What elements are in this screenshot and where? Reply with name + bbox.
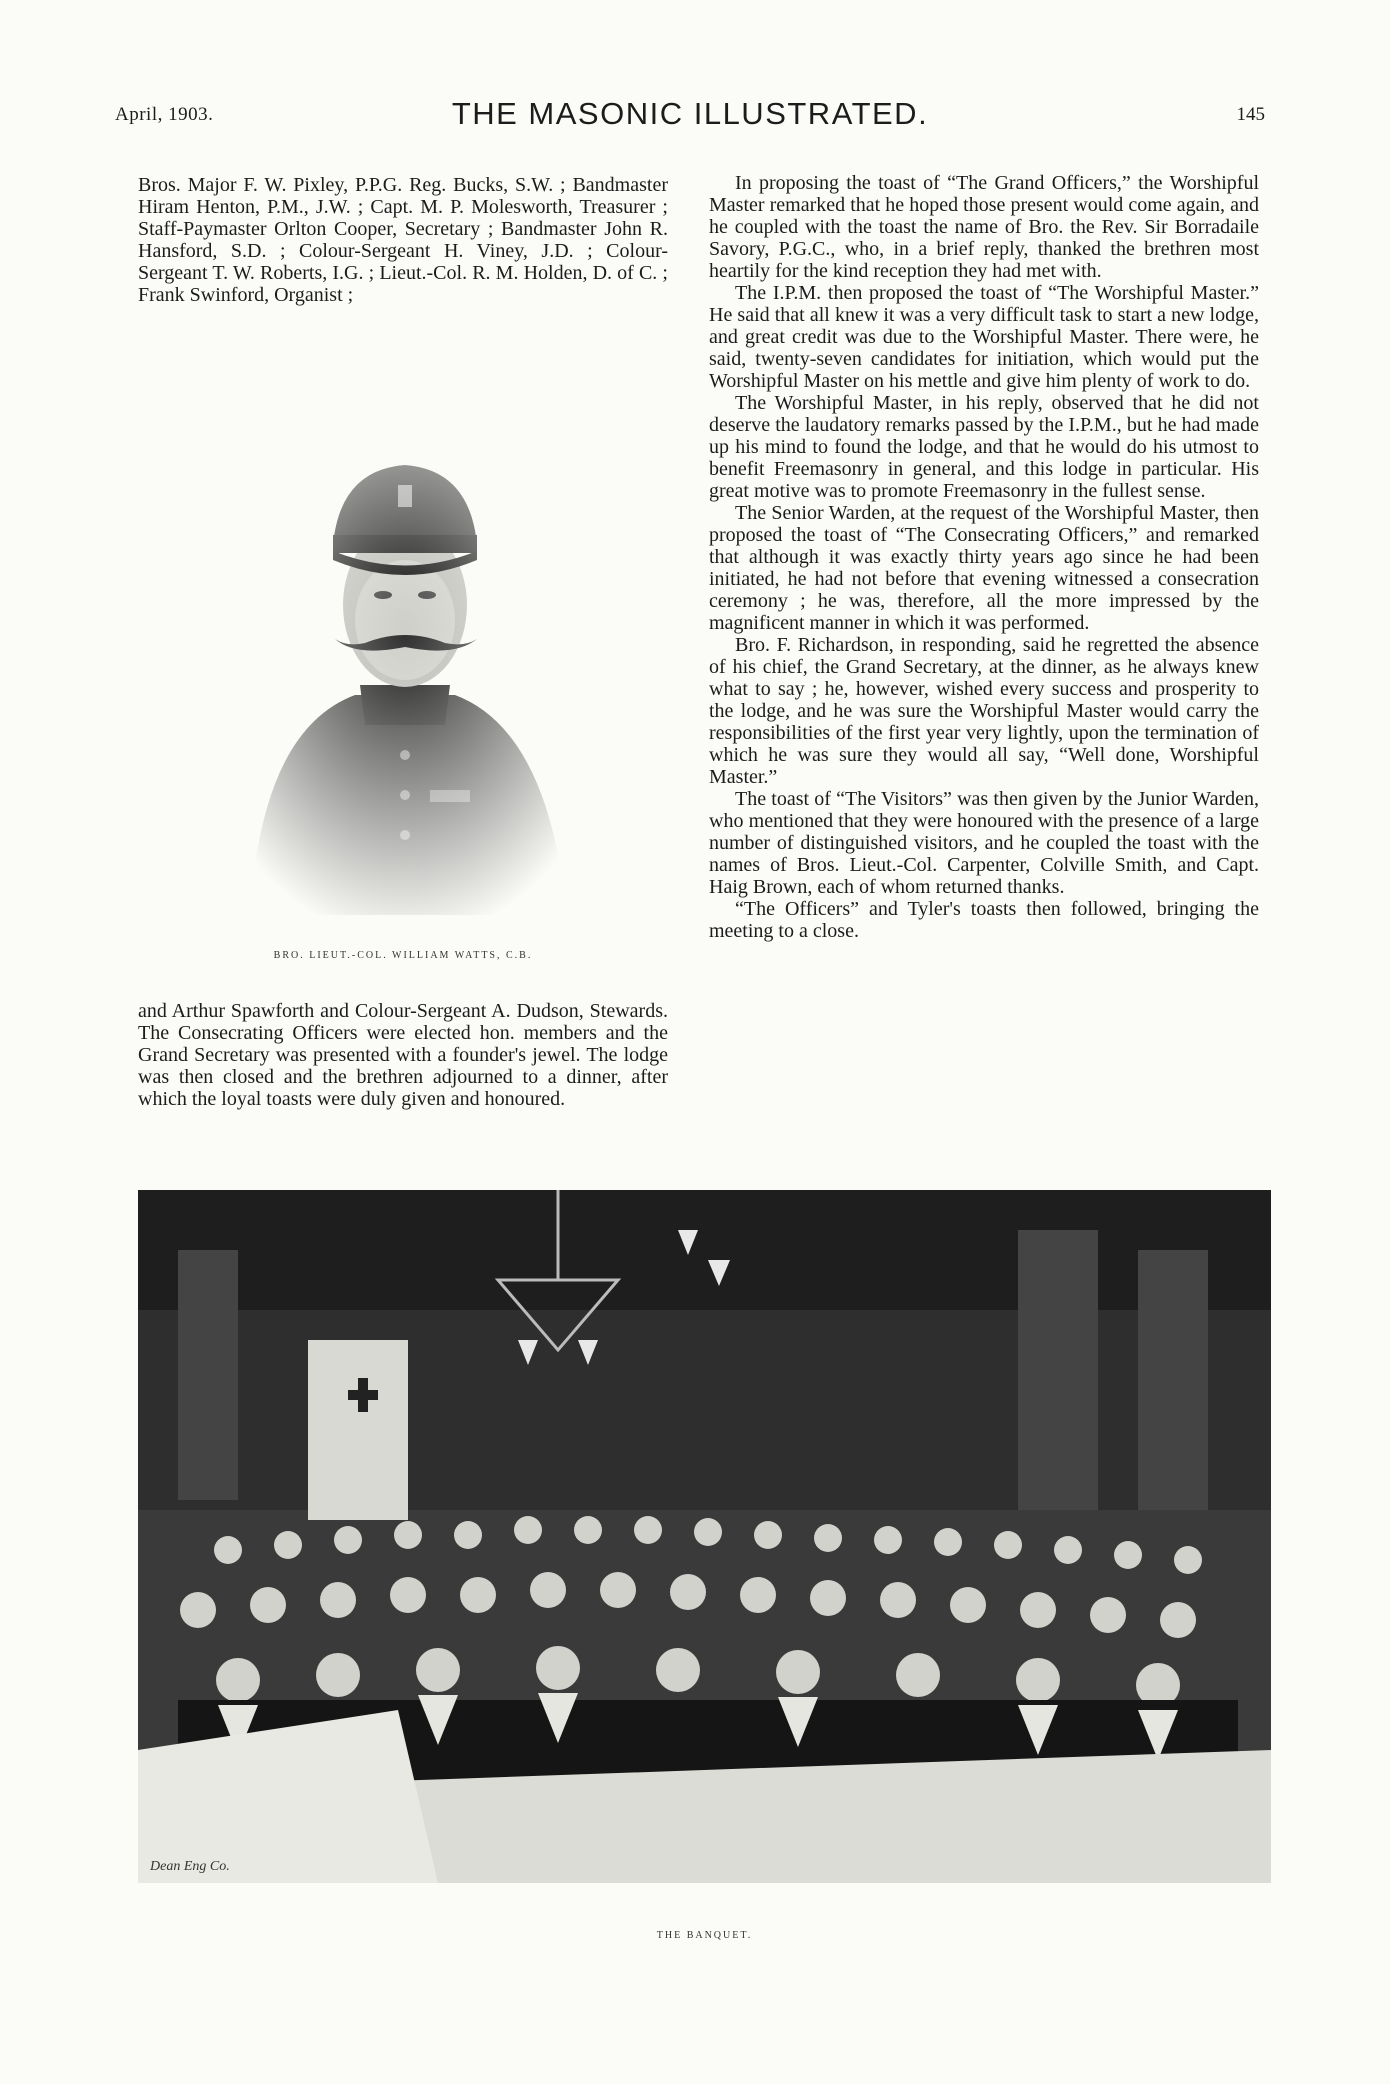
page-number: 145 (1236, 104, 1265, 125)
paragraph: The Worshipful Master, in his reply, observed that he did not deserve the laudatory remarks passed by the I.P.M., but he had made up his mind to found the lodge, and that he would do his utmost to benefit Freemasonry in general, and this lodge in particular. His great motive was to promote Freemasonry in the fullest sense. (709, 392, 1259, 502)
publication-title: THE MASONIC ILLUSTRATED. (451, 96, 929, 131)
engraver-mark: Dean Eng Co. (150, 1859, 230, 1874)
banquet-photo (138, 1190, 1271, 1883)
paragraph: In proposing the toast of “The Grand Officers,” the Worshipful Master remarked that he hoped those present would come again, and he coupled with the toast the name of Bro. the Rev. Sir Borradaile Savory, P.G.C., who, in a brief reply, thanked the brethren most heartily for the kind reception they had met with. (709, 172, 1259, 282)
page-header (115, 96, 1265, 136)
paragraph: The I.P.M. then proposed the toast of “The Worshipful Master.” He said that all knew it was a very difficult task to start a new lodge, and great credit was due to the Worshipful Master. There were, he said, twenty-seven candidates for initiation, which would put the Worshipful Master on his mettle and give him plenty of work to do. (709, 282, 1259, 392)
paragraph: The Senior Warden, at the request of the Worshipful Master, then proposed the toast of “The Consecrating Officers,” and remarked that although it was exactly thirty years ago since he had been initiated, he had not before that evening witnessed a consecration ceremony ; he was, therefore, all the more impressed by the magnificent manner in which it was performed. (709, 502, 1259, 634)
paragraph: “The Officers” and Tyler's toasts then followed, bringing the meeting to a close. (709, 898, 1259, 942)
left-column-top (138, 174, 668, 306)
right-column (709, 172, 1259, 942)
portrait-photo (215, 395, 595, 915)
left-column-bottom (138, 1000, 668, 1110)
banquet-caption: THE BANQUET. (656, 1930, 753, 1941)
stewards-paragraph: and Arthur Spawforth and Colour-Sergeant A. Dudson, Stewards. The Consecrating Officers were elected hon. members and the Grand Secretary was presented with a founder's jewel. The lodge was then closed and the brethren adjourned to a dinner, after which the loyal toasts were duly given and honoured. (138, 1000, 668, 1110)
paragraph: Bro. F. Richardson, in responding, said he regretted the absence of his chief, the Grand Secretary, at the dinner, as he always knew what to say ; he, however, wished every success and prosperity to the lodge, and he was sure the Worshipful Master would carry the responsibilities of the first year very lightly, upon the termination of which he was sure they would all say, “Well done, Worshipful Master.” (709, 634, 1259, 788)
paragraph: The toast of “The Visitors” was then given by the Junior Warden, who mentioned that they were honoured with the presence of a large number of distinguished visitors, and he coupled the toast with the names of Bros. Lieut.-Col. Carpenter, Colville Smith, and Capt. Haig Brown, each of whom returned thanks. (709, 788, 1259, 898)
issue-date: April, 1903. (115, 104, 214, 125)
portrait-caption: BRO. LIEUT.-COL. WILLIAM WATTS, C.B. (273, 950, 533, 961)
officers-list-paragraph: Bros. Major F. W. Pixley, P.P.G. Reg. Bucks, S.W. ; Bandmaster Hiram Henton, P.M., J.W. ; Capt. M. P. Molesworth, Treasurer ; Staff-Paymaster Orlton Cooper, Secretary ; Bandmaster John R. Hansford, S.D. ; Colour-Sergeant H. Viney, J.D. ; Colour-Sergeant T. W. Roberts, I.G. ; Lieut.-Col. R. M. Holden, D. of C. ; Frank Swinford, Organist ; (138, 174, 668, 306)
